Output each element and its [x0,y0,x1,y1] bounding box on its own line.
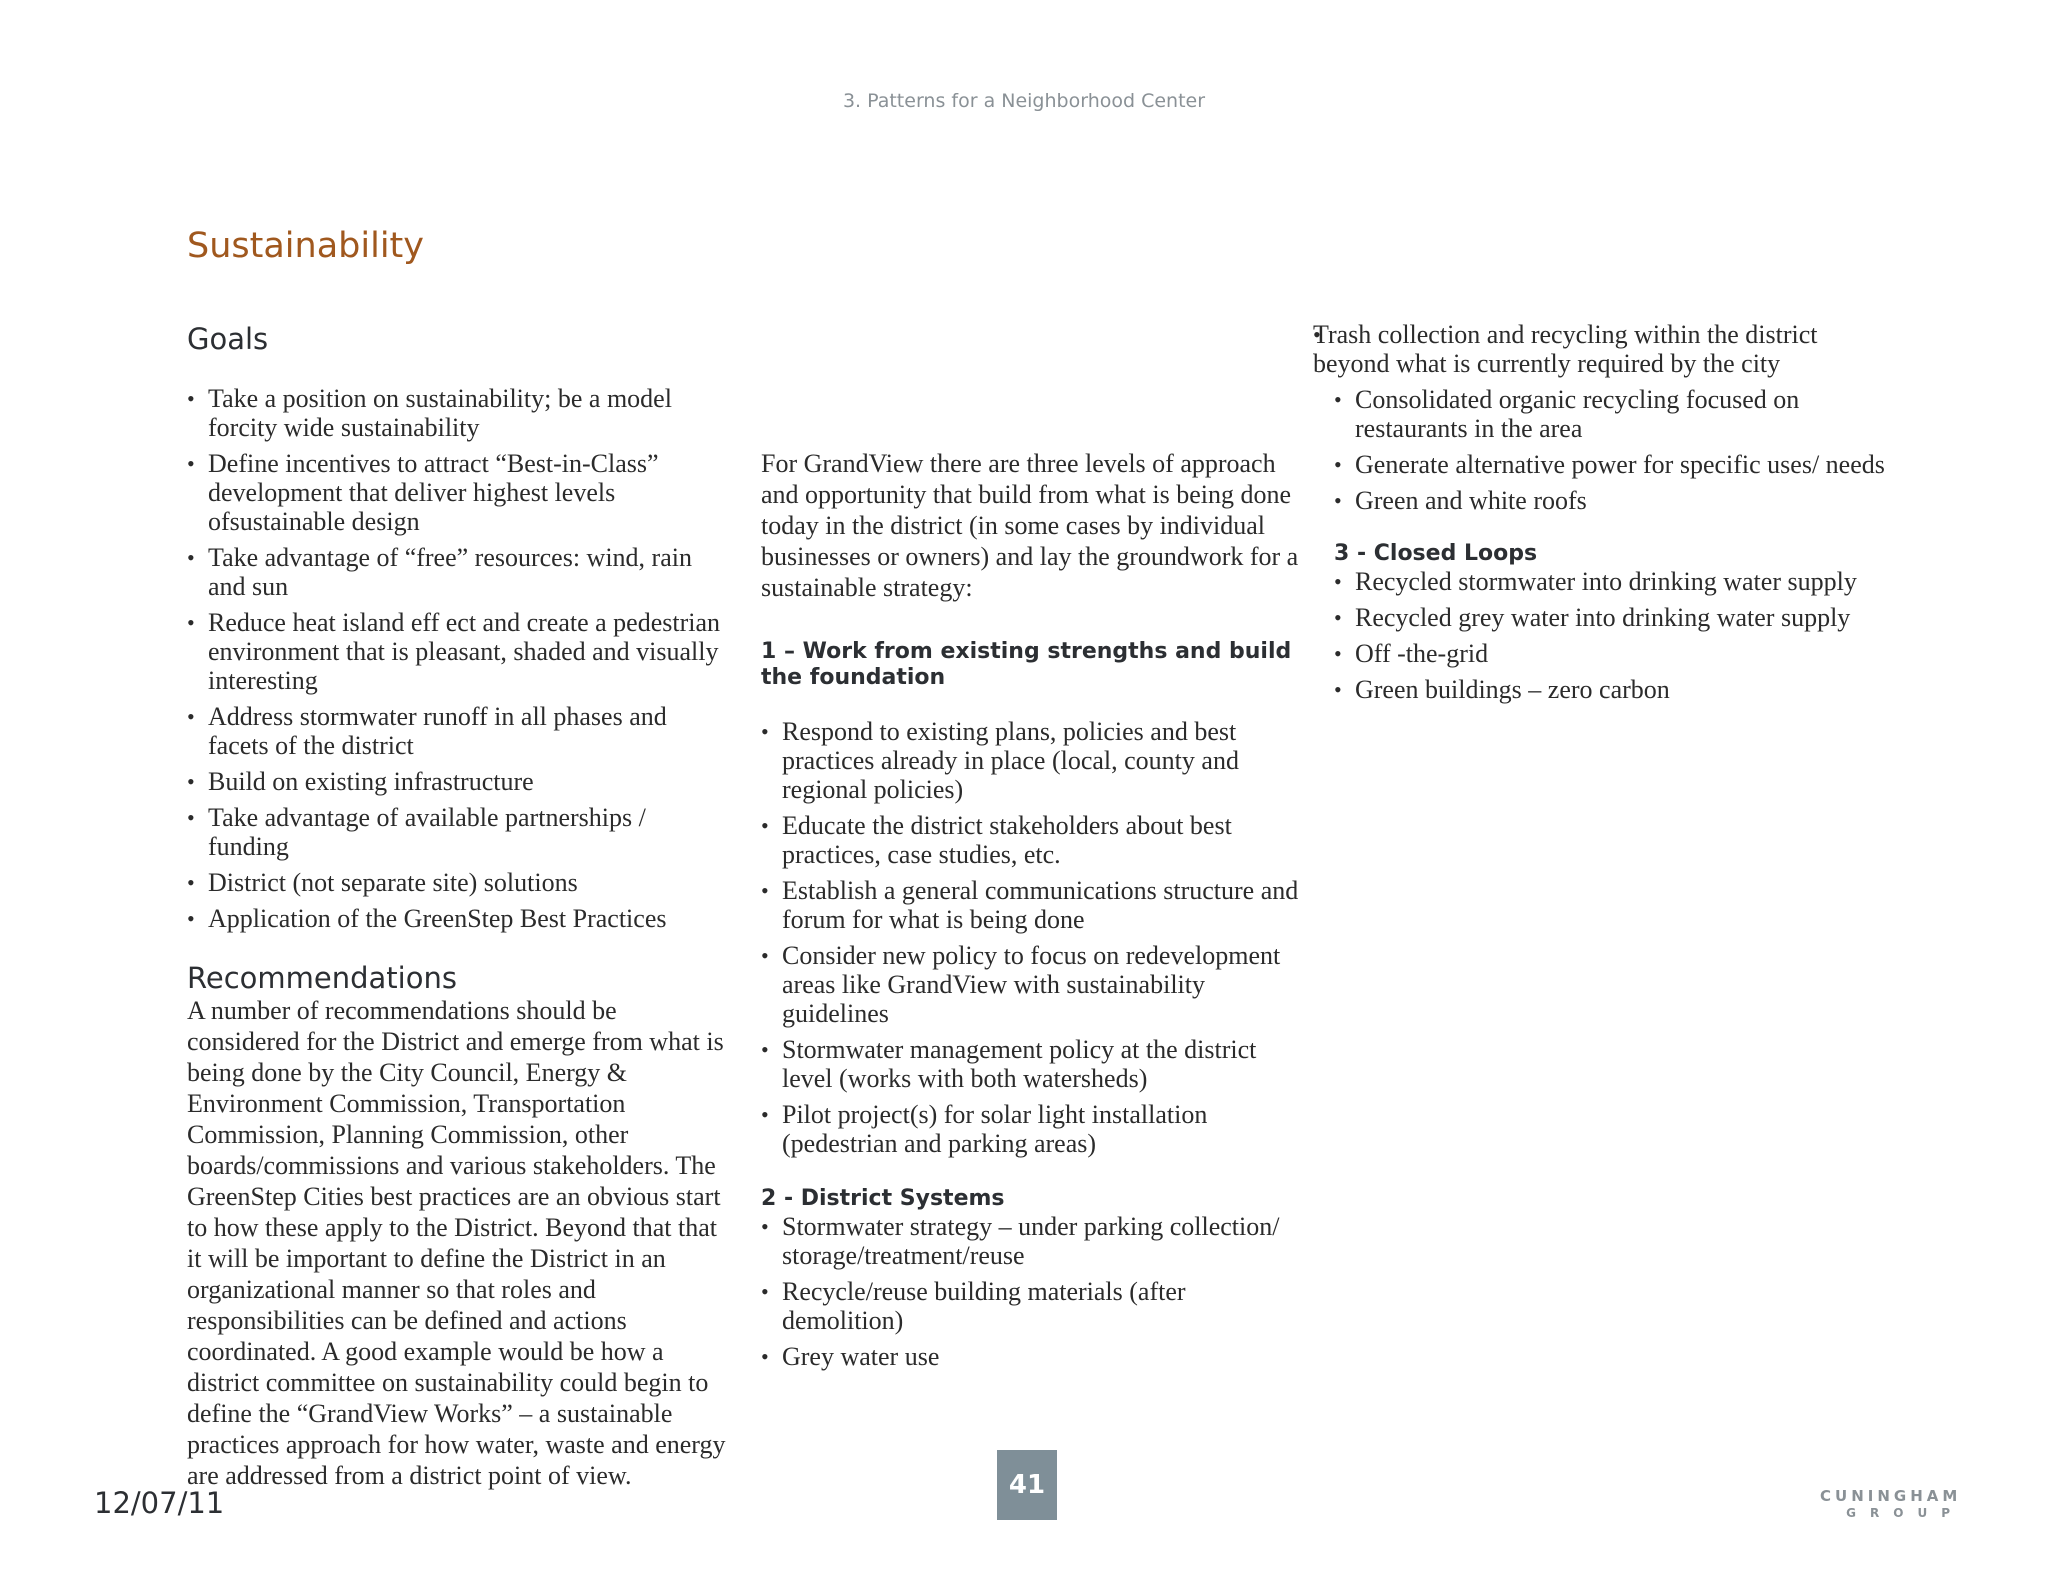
goal-item: • Build on existing infrastructure [187,767,727,796]
running-header: 3. Patterns for a Neighborhood Center [842,90,1206,112]
column-1 [187,322,727,1490]
level-3-list [1334,567,1894,704]
level-1-item: • Stormwater management policy at the district level (works with both watersheds) [761,1035,1306,1093]
goal-item: • Address stormwater runoff in all phases and facets of the district [187,702,727,760]
level-2-item: • Grey water use [761,1342,1306,1371]
level-1-item: • Pilot project(s) for solar light installation (pedestrian and parking areas) [761,1100,1306,1158]
level-3-item: • Off -the-grid [1334,639,1894,668]
level-3-heading: 3 - Closed Loops [1334,541,1538,566]
level-2-item: • Generate alternative power for specific uses/ needs [1334,450,1894,479]
level-1-item: • Consider new policy to focus on redevelopment areas like GrandView with sustainability guidelines [761,941,1306,1028]
goals-list [187,384,727,933]
level-2-item: • Consolidated organic recycling focused on restaurants in the area [1334,385,1894,443]
goal-item: • Take advantage of “free” resources: wind, rain and sun [187,543,727,601]
column-2-content [761,322,1306,1378]
goal-item: • Reduce heat island eff ect and create a pedestrian environment that is pleasant, shaded and visually interesting [187,608,727,695]
goal-item: • Take a position on sustainability; be a model forcity wide sustainability [187,384,727,442]
goal-item: • Define incentives to attract “Best-in-Class” development that deliver highest levels ofsustainable design [187,449,727,536]
level-3-item: • Recycled grey water into drinking water supply [1334,603,1894,632]
goal-item: • District (not separate site) solutions [187,868,727,897]
logo-line-2: GROUP [1846,1506,1964,1520]
level-1-item: • Educate the district stakeholders about best practices, case studies, etc. [761,811,1306,869]
level-2-item: • Stormwater strategy – under parking collection/ storage/treatment/reuse [761,1212,1306,1270]
level-1-heading: 1 – Work from existing strengths and build the foundation [761,639,1292,690]
level-2-list-part-3 [1334,385,1894,515]
level-2-item: • Recycle/reuse building materials (after demolition) [761,1277,1306,1335]
level-2-item: • Trash collection and recycling within the district beyond what is currently required by the city [1313,320,1894,378]
footer-date: 12/07/11 [94,1486,225,1520]
level-2-heading: 2 - District Systems [761,1186,1005,1211]
level-3-item: • Recycled stormwater into drinking water supply [1334,567,1894,596]
page-title: Sustainability [187,226,424,266]
goal-item: • Application of the GreenStep Best Practices [187,904,727,933]
logo-line-1: CUNINGHAM [1820,1487,1962,1505]
column-3 [1313,320,1894,711]
level-1-item: • Respond to existing plans, policies and best practices already in place (local, county and regional policies) [761,717,1306,804]
recommendations-paragraph-1: A number of recommendations should be considered for the District and emerge from what is being done by the City Council, Energy & Environment Commission, Transportation Commission, Planning Commission, other boards/commissions and various stakeholders. The GreenStep Cities best practices are an obvious start to how these apply to the District. Beyond that that it will be important to define the District in an organizational manner so that roles and responsibilities can be defined and actions coordinated. A good example would be how a district committee on sustainability could begin to define the “GrandView Works” – a sustainable practices approach for how water, waste and energy are addressed from a district point of view. [187,996,726,1490]
recommendations-paragraph-2: For GrandView there are three levels of approach and opportunity that build from what is being done today in the district (in some cases by individual businesses or owners) and lay the groundwork for a sustainable strategy: [761,449,1299,602]
company-logo [1820,1487,1964,1521]
level-2-list-part-2 [1313,320,1894,378]
page-number: 41 [997,1450,1057,1520]
level-2-item: • Green and white roofs [1334,486,1894,515]
recommendations-heading: Recommendations [187,961,457,995]
level-1-list [761,717,1306,1158]
level-2-list-part-1 [761,1212,1306,1371]
level-3-item: • Green buildings – zero carbon [1334,675,1894,704]
goal-item: • Take advantage of available partnerships / funding [187,803,727,861]
goals-heading: Goals [187,322,269,356]
level-1-item: • Establish a general communications structure and forum for what is being done [761,876,1306,934]
